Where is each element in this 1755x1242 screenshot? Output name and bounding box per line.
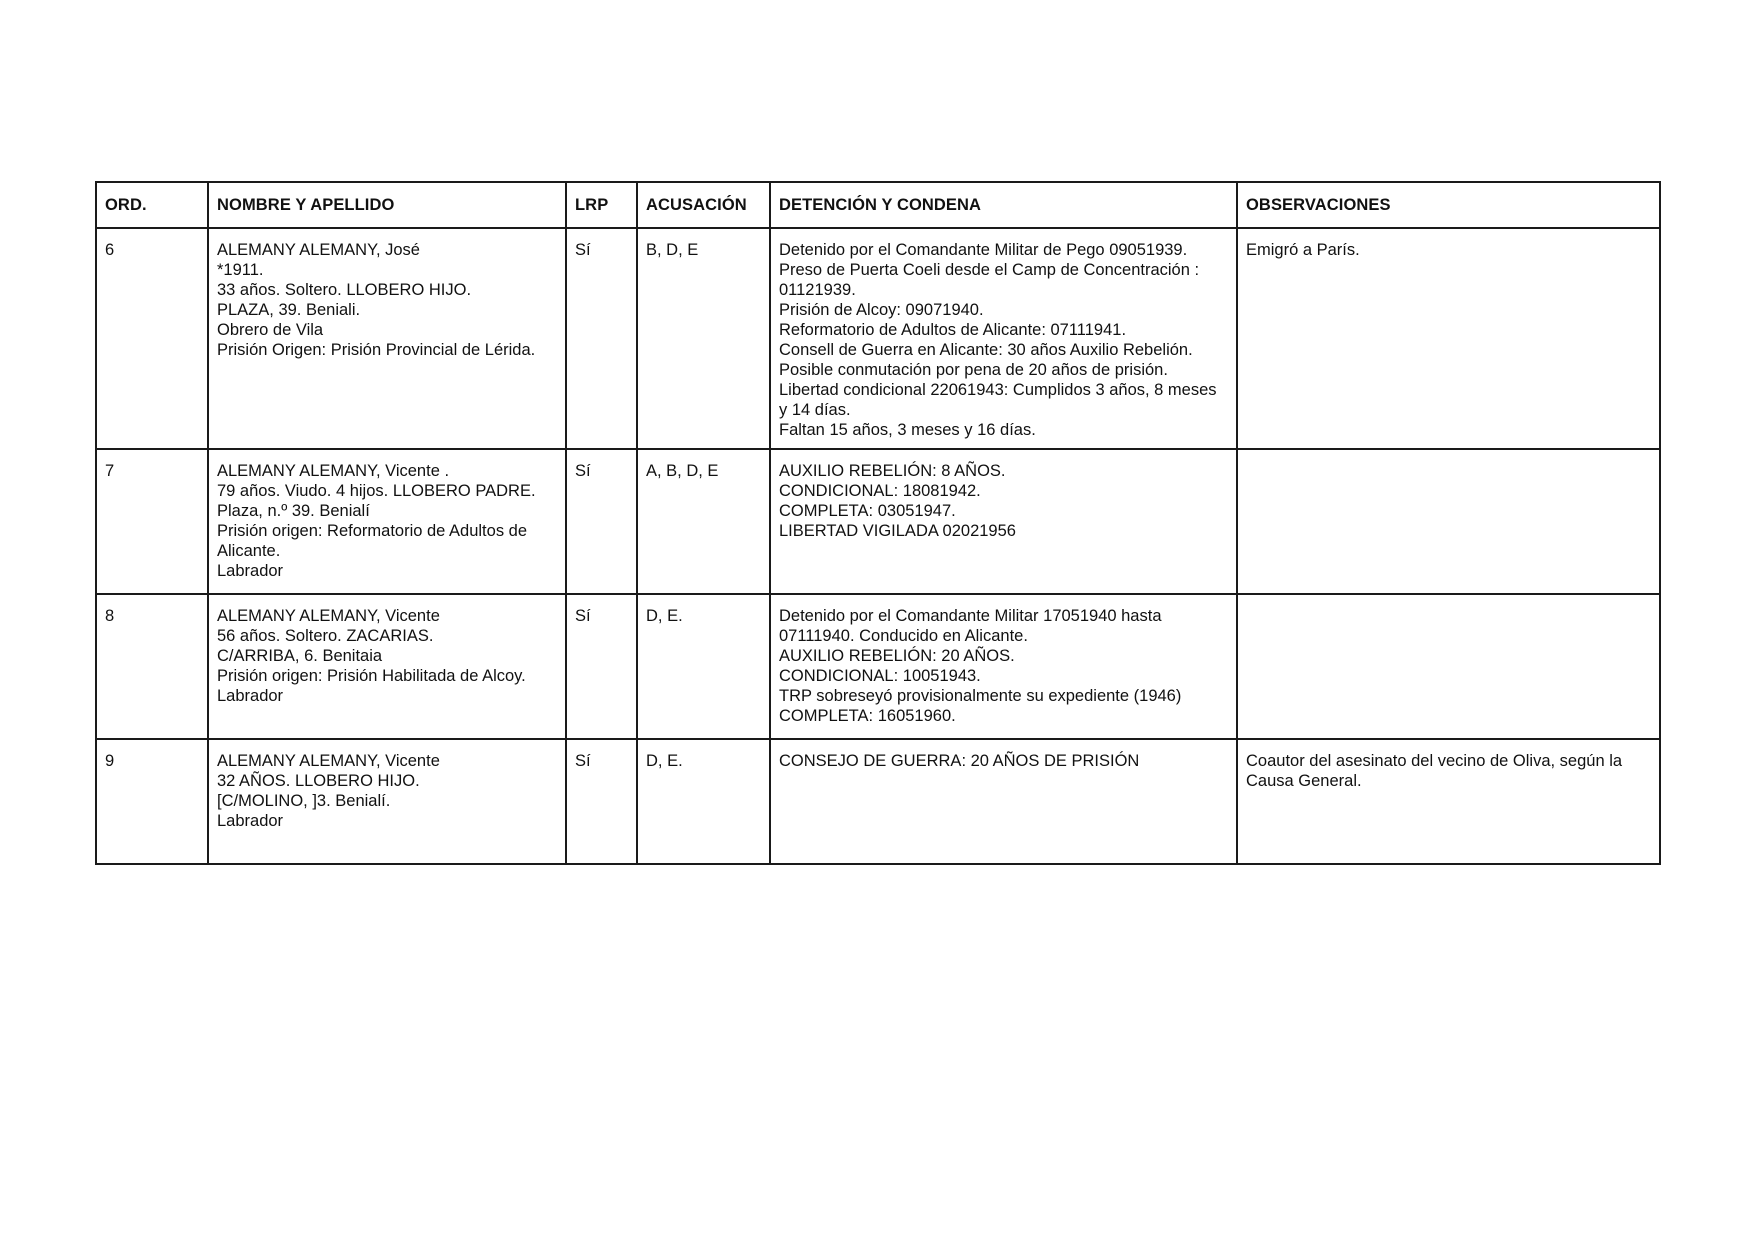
nombre-line: 33 años. Soltero. LLOBERO HIJO.	[217, 281, 472, 299]
prisoner-register-table	[95, 181, 1661, 865]
nombre-line: Plaza, n.º 39. Benialí	[217, 502, 370, 520]
cell-lrp: Sí	[566, 449, 637, 594]
nombre-line: [C/MOLINO, ]3. Benialí.	[217, 792, 391, 810]
cell-acusacion: B, D, E	[637, 228, 770, 449]
table-row	[96, 228, 1660, 449]
cell-lrp: Sí	[566, 739, 637, 864]
detencion-line: CONDICIONAL: 18081942.	[779, 482, 981, 500]
detencion-line: Preso de Puerta Coeli desde el Camp de Concentración : 01121939.	[779, 261, 1200, 299]
nombre-line: Prisión Origen: Prisión Provincial de Lérida.	[217, 341, 536, 359]
detencion-line: AUXILIO REBELIÓN: 8 AÑOS.	[779, 462, 1006, 480]
nombre-line: Labrador	[217, 687, 284, 705]
detencion-line: LIBERTAD VIGILADA 02021956	[779, 522, 1016, 540]
detencion-line: Detenido por el Comandante Militar de Pego 09051939.	[779, 241, 1188, 259]
header-lrp: LRP	[566, 182, 637, 228]
cell-nombre	[208, 228, 566, 449]
table-row	[96, 594, 1660, 739]
cell-ord: 9	[96, 739, 208, 864]
header-observaciones: OBSERVACIONES	[1237, 182, 1660, 228]
cell-acusacion: D, E.	[637, 594, 770, 739]
cell-observaciones: Emigró a París.	[1237, 228, 1660, 449]
cell-lrp: Sí	[566, 594, 637, 739]
detencion-line: Libertad condicional 22061943: Cumplidos 3 años, 8 meses y 14 días.	[779, 381, 1217, 419]
detencion-line: CONSEJO DE GUERRA: 20 AÑOS DE PRISIÓN	[779, 752, 1140, 770]
cell-ord: 8	[96, 594, 208, 739]
cell-detencion	[770, 449, 1237, 594]
detencion-line: AUXILIO REBELIÓN: 20 AÑOS.	[779, 647, 1015, 665]
nombre-line: 32 AÑOS. LLOBERO HIJO.	[217, 772, 420, 790]
cell-ord: 6	[96, 228, 208, 449]
detencion-line: CONDICIONAL: 10051943.	[779, 667, 981, 685]
header-detencion: DETENCIÓN Y CONDENA	[770, 182, 1237, 228]
nombre-line: ALEMANY ALEMANY, Vicente	[217, 752, 440, 770]
nombre-line: Prisión origen: Prisión Habilitada de Alcoy.	[217, 667, 526, 685]
header-acusacion: ACUSACIÓN	[637, 182, 770, 228]
cell-acusacion: D, E.	[637, 739, 770, 864]
detencion-line: Prisión de Alcoy: 09071940.	[779, 301, 984, 319]
table-row	[96, 449, 1660, 594]
detencion-line: Detenido por el Comandante Militar 17051940 hasta 07111940. Conducido en Alicante.	[779, 607, 1162, 645]
nombre-line: Labrador	[217, 562, 284, 580]
detencion-line: Faltan 15 años, 3 meses y 16 días.	[779, 421, 1036, 439]
nombre-line: Labrador	[217, 812, 284, 830]
nombre-line: Prisión origen: Reformatorio de Adultos de Alicante.	[217, 522, 528, 560]
nombre-line: ALEMANY ALEMANY, Vicente	[217, 607, 440, 625]
table-row	[96, 739, 1660, 864]
nombre-line: ALEMANY ALEMANY, José	[217, 241, 420, 259]
table-header-row	[96, 182, 1660, 228]
nombre-line: C/ARRIBA, 6. Benitaia	[217, 647, 383, 665]
cell-detencion	[770, 594, 1237, 739]
nombre-line: PLAZA, 39. Beniali.	[217, 301, 361, 319]
detencion-line: Consell de Guerra en Alicante: 30 años Auxilio Rebelión.	[779, 341, 1193, 359]
detencion-line: TRP sobreseyó provisionalmente su expediente (1946)	[779, 687, 1182, 705]
cell-nombre	[208, 594, 566, 739]
detencion-line: Reformatorio de Adultos de Alicante: 07111941.	[779, 321, 1127, 339]
cell-acusacion: A, B, D, E	[637, 449, 770, 594]
detencion-line: COMPLETA: 16051960.	[779, 707, 956, 725]
cell-observaciones	[1237, 449, 1660, 594]
detencion-line: COMPLETA: 03051947.	[779, 502, 956, 520]
cell-nombre	[208, 739, 566, 864]
cell-lrp: Sí	[566, 228, 637, 449]
cell-observaciones	[1237, 594, 1660, 739]
nombre-line: ALEMANY ALEMANY, Vicente .	[217, 462, 450, 480]
nombre-line: *1911.	[217, 261, 264, 279]
detencion-line: Posible conmutación por pena de 20 años de prisión.	[779, 361, 1168, 379]
cell-observaciones: Coautor del asesinato del vecino de Oliva, según la Causa General.	[1237, 739, 1660, 864]
cell-nombre	[208, 449, 566, 594]
header-nombre: NOMBRE Y APELLIDO	[208, 182, 566, 228]
cell-detencion	[770, 739, 1237, 864]
nombre-line: 79 años. Viudo. 4 hijos. LLOBERO PADRE.	[217, 482, 536, 500]
nombre-line: 56 años. Soltero. ZACARIAS.	[217, 627, 434, 645]
nombre-line: Obrero de Vila	[217, 321, 324, 339]
header-ord: ORD.	[96, 182, 208, 228]
cell-ord: 7	[96, 449, 208, 594]
cell-detencion	[770, 228, 1237, 449]
